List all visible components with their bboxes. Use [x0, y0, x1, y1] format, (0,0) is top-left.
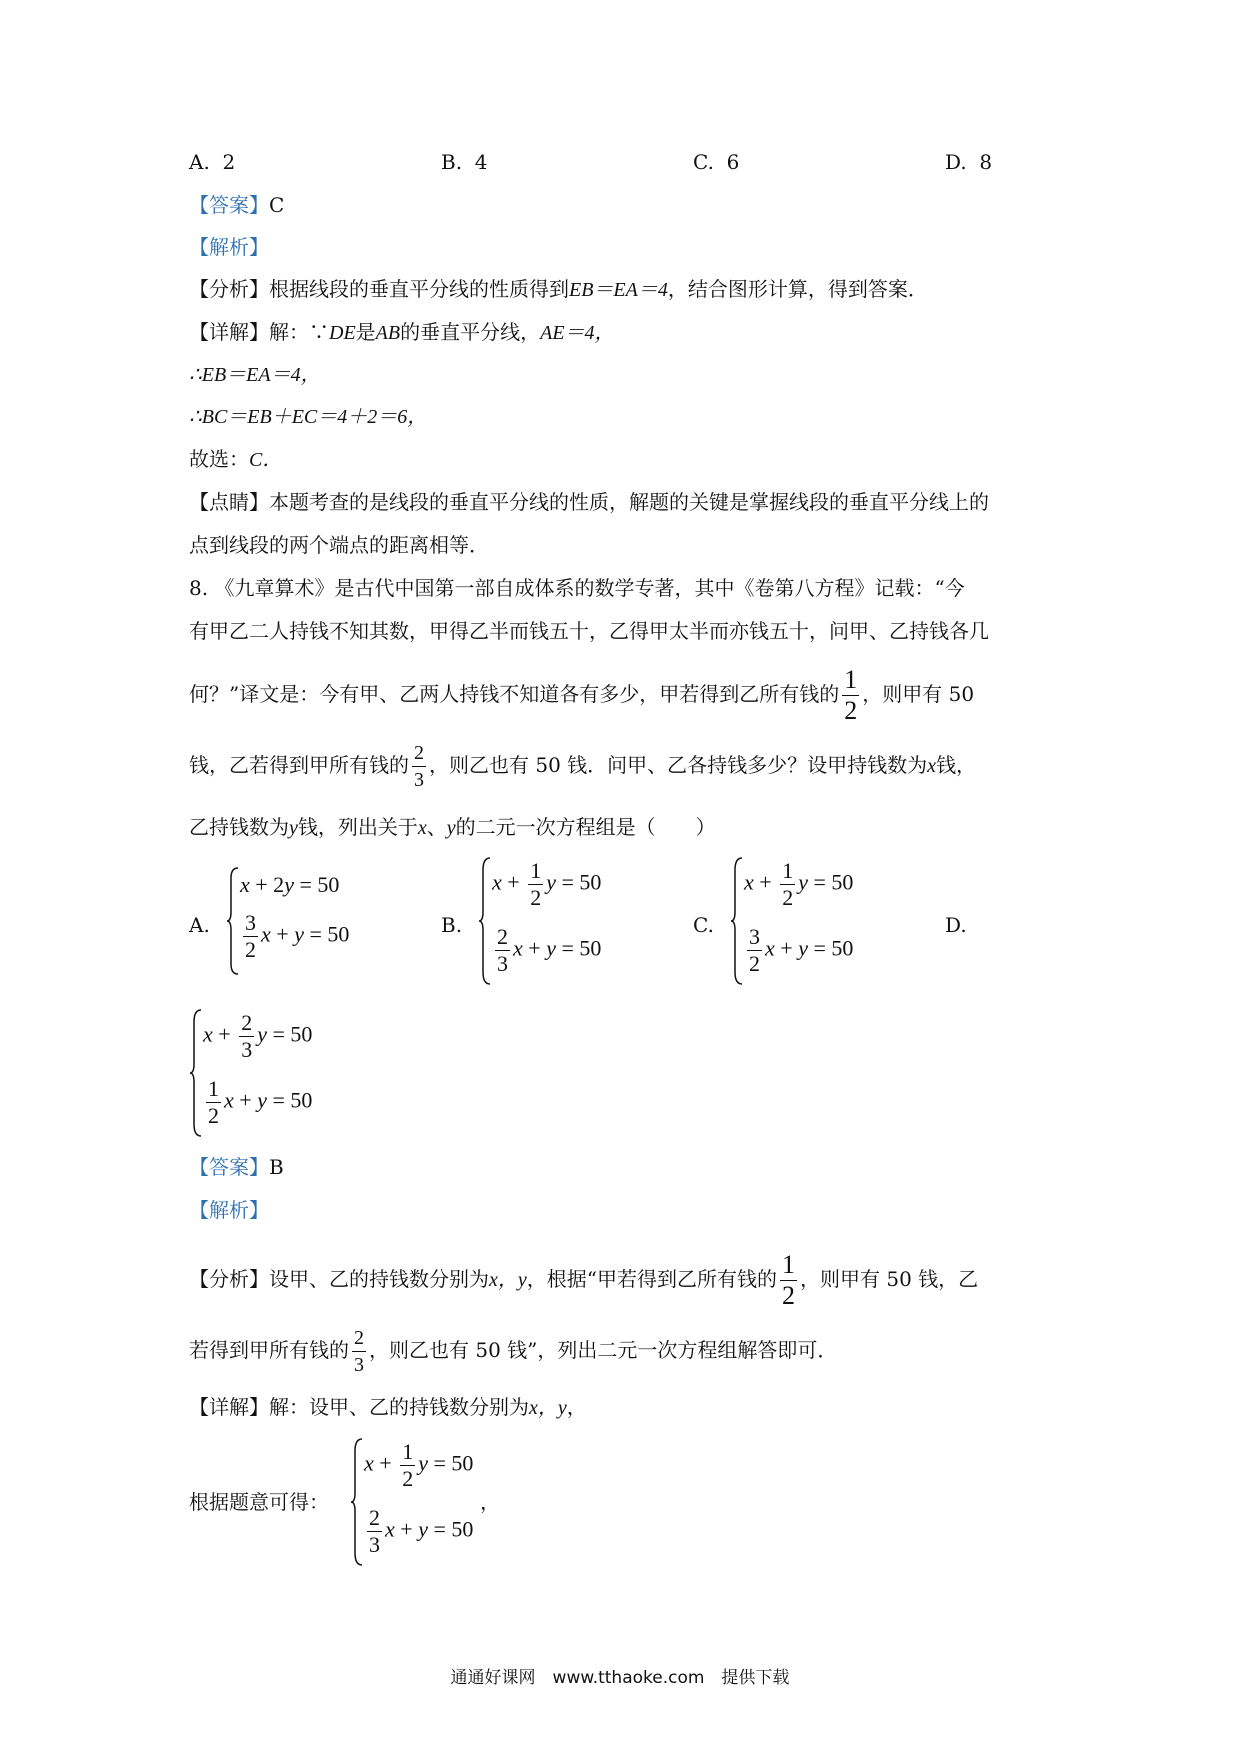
q7-step-3: 故选：C． [189, 447, 283, 471]
q8-line-4: 钱，乙若得到甲所有钱的 $\frac{2}{3}$ ，则乙也有 50 钱．问甲、乙各持钱多少？设甲持钱数为x钱， [189, 742, 977, 791]
q8-choice-b-system: x + $\frac{1}{2}$ y = 50 $\frac{2}{3}$ x + y = 50 [478, 856, 638, 986]
q8-line-2: 有甲乙二人持钱不知其数，甲得乙半而钱五十，乙得甲太半而亦钱五十，问甲、乙持钱各几 [189, 619, 989, 643]
q8-choice-c-label: C. [693, 913, 714, 937]
q8-choice-d-label: D. [945, 913, 967, 937]
q7-dianjing: 【点睛】本题考查的是线段的垂直平分线的性质，解题的关键是掌握线段的垂直平分线上的 [189, 490, 989, 514]
fraction-two-thirds: $\frac{2}{3}$ [414, 742, 424, 791]
fraction-one-half: $\frac{1}{2}$ [844, 665, 858, 725]
q7-answer: 【答案】C [189, 193, 285, 217]
brace-icon [350, 1437, 364, 1567]
page-footer: 通通好课网 www.tthaoke.com 提供下载 [450, 1668, 790, 1688]
q8-answer: 【答案】B [189, 1155, 284, 1179]
q8-line-1: 8. 《九章算术》是古代中国第一部自成体系的数学专著，其中《卷第八方程》记载：“今 [189, 576, 965, 600]
q8-choice-d-system: x + $\frac{2}{3}$ y = 50 $\frac{1}{2}$ x + y = 50 [189, 1008, 349, 1138]
q8-choice-a-label: A. [189, 913, 210, 937]
q8-detail: 【详解】解：设甲、乙的持钱数分别为x，y， [189, 1395, 587, 1419]
q7-detail: 【详解】解：∵DE是AB的垂直平分线，AE＝4， [189, 320, 615, 344]
q8-according: 根据题意可得： [189, 1490, 329, 1514]
fraction-one-half: $\frac{1}{2}$ [782, 1250, 795, 1310]
q8-choice-b-label: B. [441, 913, 463, 937]
q8-jiexi-heading: 【解析】 [189, 1198, 269, 1222]
q8-line-3: 何？”译文是：今有甲、乙两人持钱不知道各有多少，甲若得到乙所有钱的 $\frac{1}{2}$ ，则甲有 50 [189, 665, 975, 725]
q7-step-1: ∴EB＝EA＝4， [189, 364, 321, 386]
q7-option-a: A. 2 [189, 150, 236, 174]
q8-analysis-1: 【分析】设甲、乙的持钱数分别为x，y，根据“甲若得到乙所有钱的 $\frac{1}{2}$ ，则甲有 50 钱，乙 [189, 1250, 979, 1310]
fraction-two-thirds: $\frac{2}{3}$ [354, 1327, 364, 1376]
q8-choice-a-system: x + 2y = 50 $\frac{3}{2}$ x + y = 50 [226, 866, 386, 976]
q7-jiexi-heading: 【解析】 [189, 235, 269, 259]
q8-solution-system: x + $\frac{1}{2}$ y = 50 $\frac{2}{3}$ x + y = 50 [350, 1437, 520, 1567]
q8-solution-comma: ， [480, 1490, 500, 1514]
brace-icon [189, 1008, 203, 1138]
brace-icon [478, 856, 492, 986]
q7-option-c: C. 6 [693, 150, 740, 174]
q8-analysis-2: 若得到甲所有钱的 $\frac{2}{3}$ ，则乙也有 50 钱”，列出二元一次方程组解答即可． [189, 1327, 838, 1376]
brace-icon [226, 866, 240, 976]
brace-icon [730, 856, 744, 986]
q7-option-b: B. 4 [441, 150, 488, 174]
q7-analysis: 【分析】根据线段的垂直平分线的性质得到EB＝EA＝4，结合图形计算，得到答案． [189, 277, 928, 301]
q7-step-2: ∴BC＝EB＋EC＝4＋2＝6， [189, 406, 428, 428]
q7-option-d: D. 8 [945, 150, 993, 174]
q8-choice-c-system: x + $\frac{1}{2}$ y = 50 $\frac{3}{2}$ x + y = 50 [730, 856, 890, 986]
q7-dianjing-2: 点到线段的两个端点的距离相等． [189, 533, 489, 557]
q8-line-5: 乙持钱数为y钱，列出关于x、y的二元一次方程组是（ ） [189, 815, 716, 839]
